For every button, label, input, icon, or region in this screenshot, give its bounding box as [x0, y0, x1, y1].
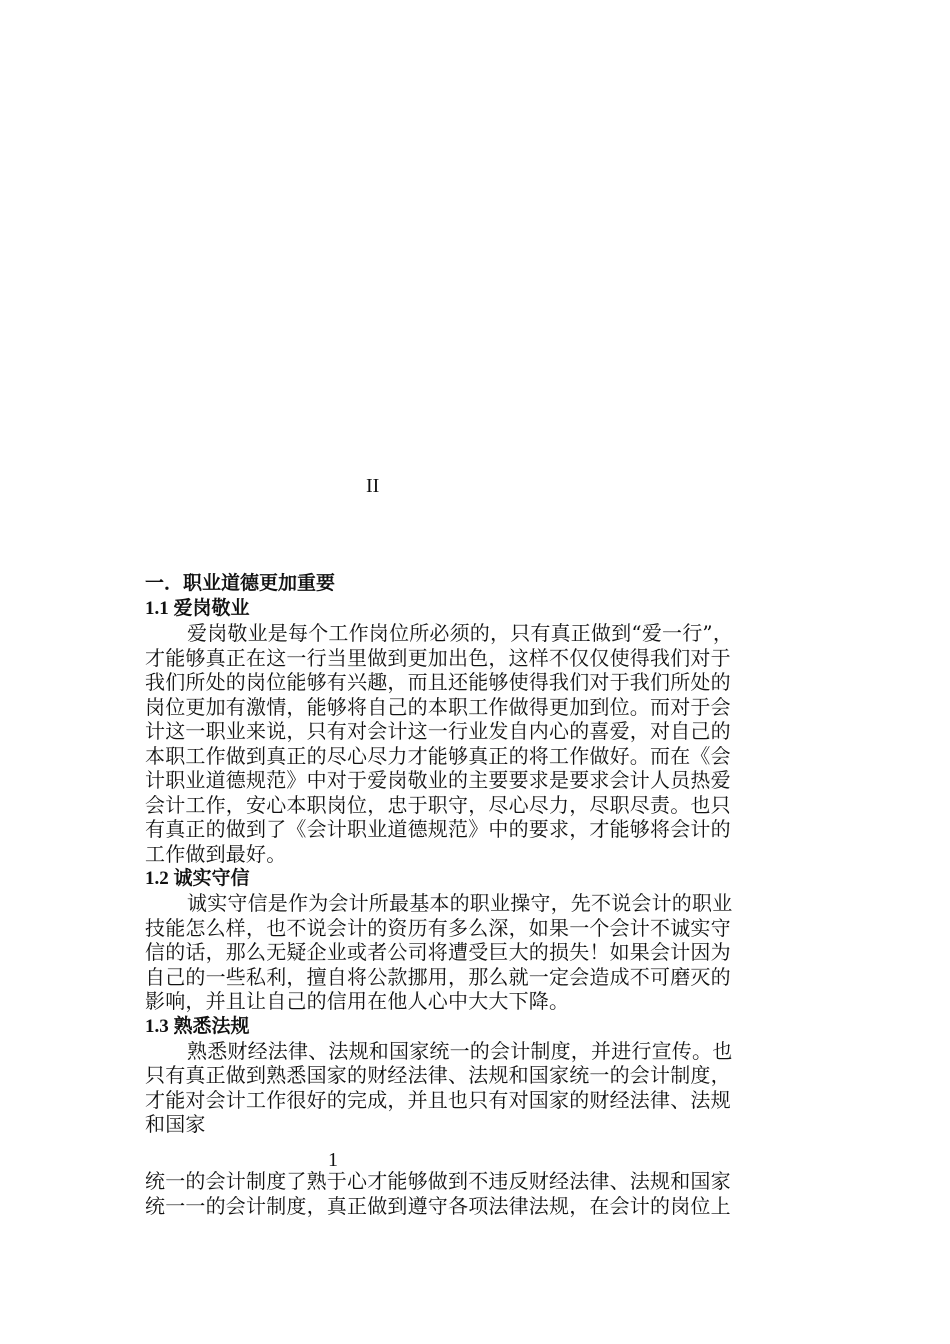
paragraph-line: 技能怎么样，也不说会计的资历有多么深，如果一个会计不诚实守: [145, 915, 731, 940]
paragraph-regulations: [145, 1039, 825, 1137]
paragraph-line: 自己的一些私利，擅自将公款挪用，那么就一定会造成不可磨灭的: [145, 964, 731, 989]
paragraph-line: 爱岗敬业是每个工作岗位所必须的，只有真正做到“爱一行”，: [187, 621, 734, 645]
paragraph-line: 工作做到最好。: [145, 841, 287, 866]
paragraph-line: 统一一的会计制度，真正做到遵守各项法律法规，在会计的岗位上: [145, 1193, 731, 1218]
paragraph-love-job: [145, 621, 825, 866]
document-body: [145, 571, 825, 1137]
paragraph-line: 和国家: [145, 1112, 206, 1136]
paragraph-line: 统一的会计制度了熟于心才能够做到不违反财经法律、法规和国家: [145, 1169, 731, 1193]
paragraph-line: 只有真正做到熟悉国家的财经法律、法规和国家统一的会计制度，: [145, 1063, 731, 1087]
paragraph-line: 本职工作做到真正的尽心尽力才能够真正的将工作做好。而在《会: [145, 743, 731, 768]
section-heading-1-2: 1.2 诚实守信: [145, 868, 250, 889]
chapter-heading: 一．职业道德更加重要: [145, 572, 336, 594]
paragraph-line: 岗位更加有激情，能够将自己的本职工作做得更加到位。而对于会: [145, 694, 731, 719]
paragraph-line: 有真正的做到了《会计职业道德规范》中的要求，才能够将会计的: [145, 817, 731, 841]
paragraph-line: 诚实守信是作为会计所最基本的职业操守，先不说会计的职业: [187, 891, 733, 915]
paragraph-line: 影响，并且让自己的信用在他人心中大大下降。: [145, 989, 570, 1013]
paragraph-line: 才能对会计工作很好的完成，并且也只有对国家的财经法律、法规: [145, 1087, 731, 1112]
section-heading-1-3: 1.3 熟悉法规: [145, 1015, 250, 1037]
paragraph-line: 我们所处的岗位能够有兴趣，而且还能够使得我们对于我们所处的: [145, 670, 731, 694]
paragraph-line: 计这一职业来说，只有对会计这一行业发自内心的喜爱，对自己的: [145, 719, 731, 743]
paragraph-line: 计职业道德规范》中对于爱岗敬业的主要要求是要求会计人员热爱: [145, 768, 731, 792]
page-number-roman: II: [366, 475, 380, 497]
paragraph-line: 会计工作，安心本职岗位，忠于职守，尽心尽力，尽职尽责。也只: [145, 792, 731, 817]
paragraph-line: 信的话，那么无疑企业或者公司将遭受巨大的损失！如果会计因为: [145, 940, 731, 964]
paragraph-honesty: [145, 891, 825, 1014]
section-heading-1-1: 1.1 爱岗敬业: [145, 598, 250, 619]
continuation-text: [145, 1169, 825, 1218]
page-number: 1: [328, 1149, 338, 1171]
paragraph-line: 才能够真正在这一行当里做到更加出色，这样不仅仅使得我们对于: [145, 645, 731, 670]
paragraph-line: 熟悉财经法律、法规和国家统一的会计制度，并进行宣传。也: [187, 1038, 733, 1063]
